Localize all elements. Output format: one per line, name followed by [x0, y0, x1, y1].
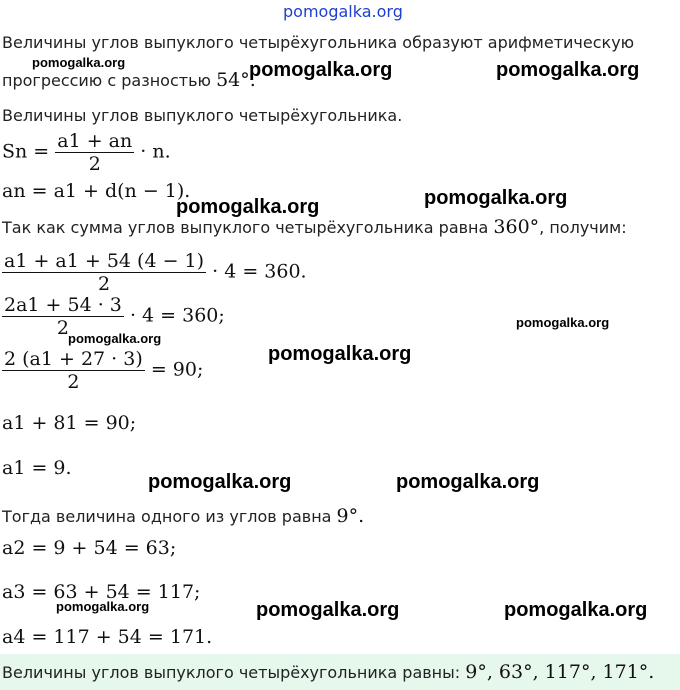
equation-6: a2 = 9 + 54 = 63; — [2, 537, 177, 559]
equation-3-tail: = 90; — [150, 358, 204, 381]
watermark: pomogalka.org — [424, 187, 568, 209]
watermark: pomogalka.org — [176, 196, 320, 218]
equation-2-tail: · 4 = 360; — [129, 304, 225, 327]
site-link[interactable]: pomogalka.org — [283, 2, 403, 21]
equation-2-denominator: 2 — [56, 317, 69, 339]
watermark: pomogalka.org — [396, 471, 540, 493]
equation-5: a1 = 9. — [2, 457, 72, 479]
section-title: Величины углов выпуклого четырёхугольника. — [2, 106, 403, 125]
watermark: pomogalka.org — [249, 59, 393, 81]
watermark: pomogalka.org — [496, 59, 640, 81]
watermark: pomogalka.org — [516, 315, 610, 330]
equation-3 — [2, 348, 203, 393]
formula-sn-lhs: Sn = — [2, 140, 50, 163]
watermark: pomogalka.org — [256, 599, 400, 621]
equation-7: a3 = 63 + 54 = 117; — [2, 581, 201, 603]
equation-1-numerator: a1 + a1 + 54 (4 − 1) — [4, 250, 205, 272]
equation-1-fraction — [2, 250, 206, 295]
watermark: pomogalka.org — [148, 471, 292, 493]
equation-1 — [2, 250, 307, 295]
then-statement — [2, 505, 364, 527]
answer-statement-text: Величины углов выпуклого четырёхугольника равны: — [2, 663, 466, 682]
intro-line-2 — [2, 69, 256, 91]
watermark: pomogalka.org — [504, 599, 648, 621]
watermark: pomogalka.org — [56, 599, 150, 614]
formula-sn — [2, 130, 171, 175]
sum-statement — [2, 216, 627, 238]
equation-1-denominator: 2 — [97, 273, 111, 295]
formula-sn-fraction — [55, 130, 134, 175]
equation-3-denominator: 2 — [67, 371, 80, 393]
intro-difference-math: 54°. — [216, 69, 256, 91]
intro-line-1: Величины углов выпуклого четырёхугольника образуют арифметическую — [2, 33, 635, 52]
formula-an: an = a1 + d(n − 1). — [2, 180, 191, 202]
equation-8: a4 = 117 + 54 = 171. — [2, 626, 213, 648]
equation-2-numerator: 2a1 + 54 · 3 — [4, 294, 122, 316]
sum-statement-tail: , получим: — [539, 218, 627, 237]
then-statement-math: 9°. — [336, 505, 365, 527]
watermark: pomogalka.org — [68, 331, 162, 346]
sum-statement-text: Так как сумма углов выпуклого четырёхугольника равна — [2, 218, 494, 237]
answer-statement-math: 9°, 63°, 117°, 171°. — [465, 661, 655, 683]
equation-3-fraction — [2, 348, 145, 393]
equation-1-tail: · 4 = 360. — [212, 260, 307, 283]
then-statement-text: Тогда величина одного из углов равна — [2, 507, 337, 526]
intro-line-2-text: прогрессию с разностью — [2, 71, 217, 90]
sum-statement-math: 360° — [493, 216, 540, 238]
watermark: pomogalka.org — [32, 55, 126, 70]
equation-4: a1 + 81 = 90; — [2, 412, 137, 434]
formula-sn-denominator: 2 — [88, 153, 101, 175]
watermark: pomogalka.org — [268, 343, 412, 365]
answer-statement — [2, 661, 654, 683]
formula-sn-tail: · n. — [140, 140, 171, 163]
equation-3-numerator: 2 (a1 + 27 · 3) — [4, 348, 143, 370]
formula-sn-numerator: a1 + an — [57, 130, 133, 152]
